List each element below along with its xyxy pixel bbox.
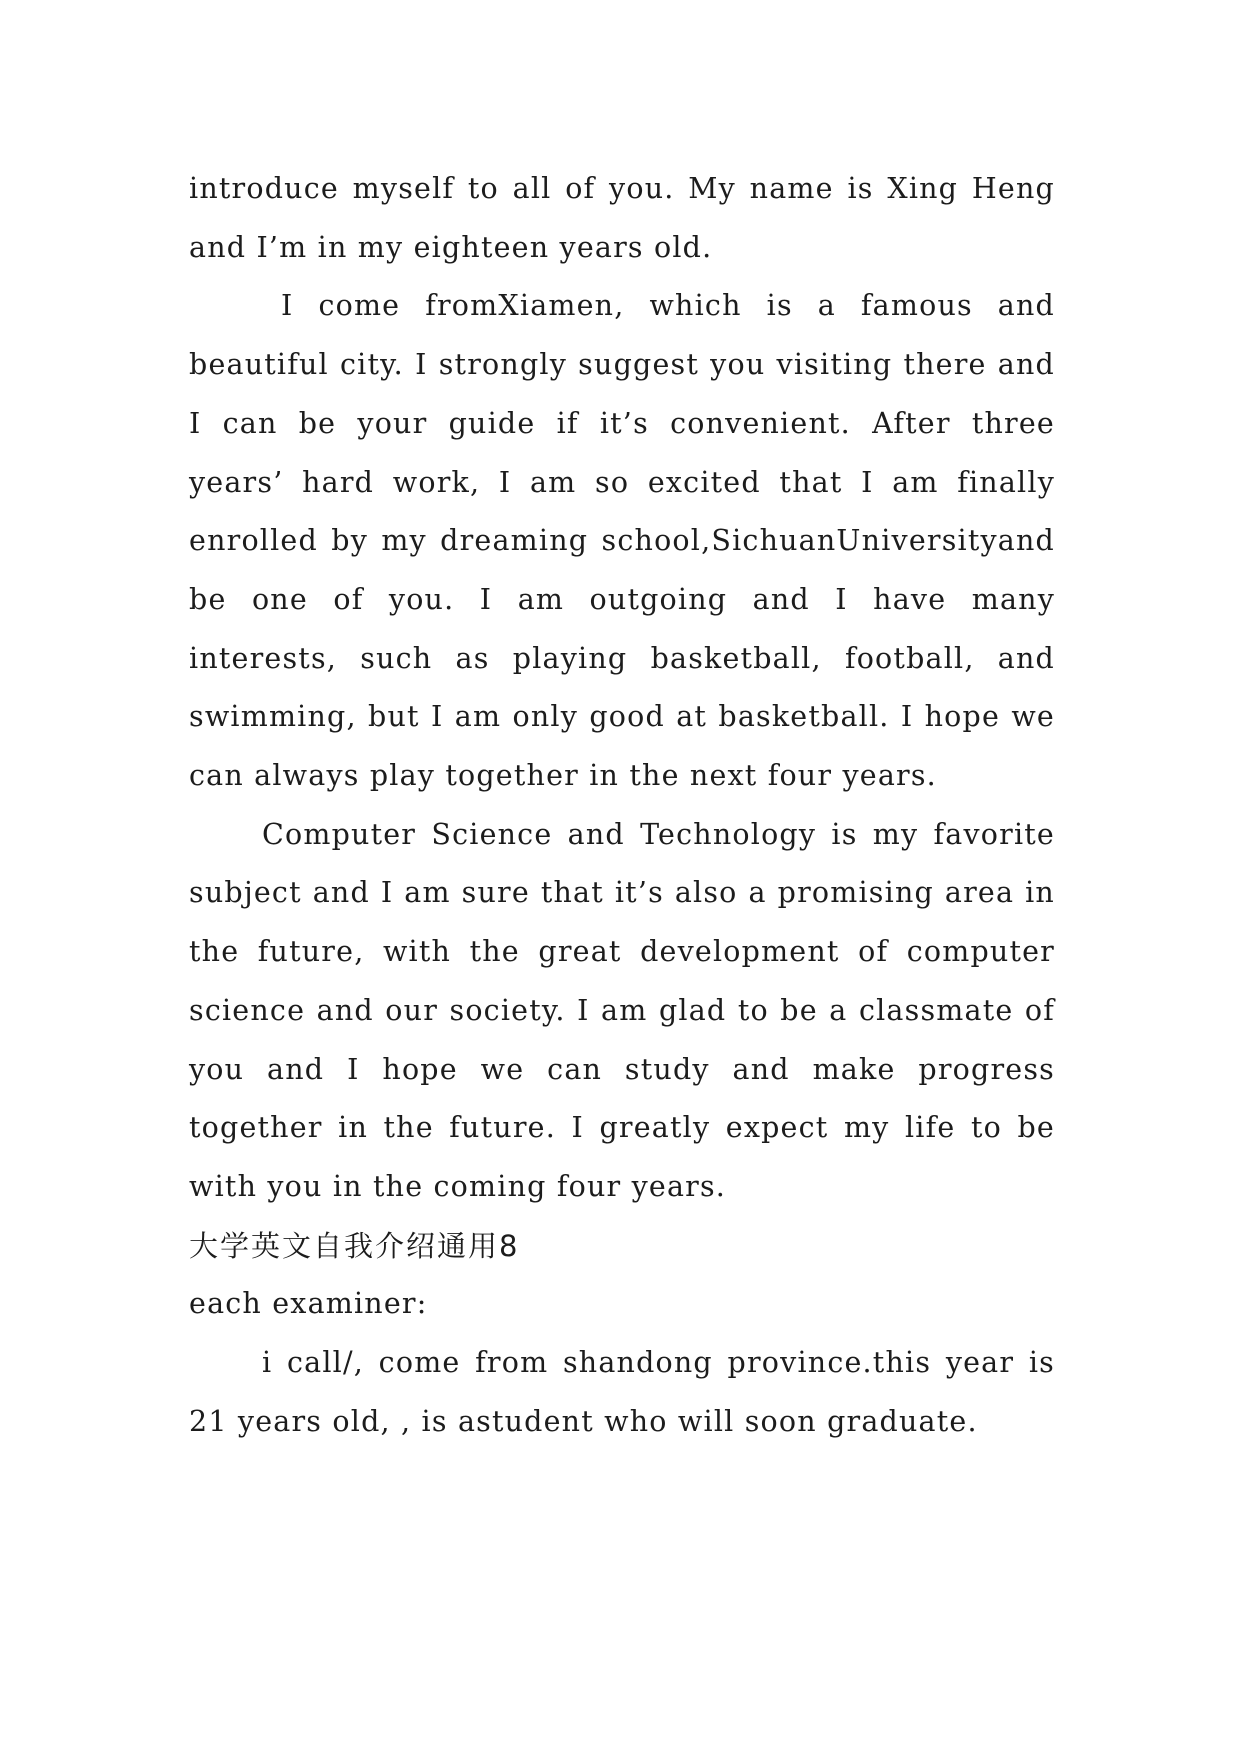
paragraph-subject: Computer Science and Technology is my favorite subject and I am sure that it’s also a promising area in the future, with the great development of computer science and our society. I am glad to be a classmate of you and I hope we can study and make progress together in the future. I greatly expect my life to be with you in the coming four years.: [189, 817, 1055, 1203]
document-body: [189, 160, 1055, 1451]
paragraph-closing: i call/, come from shandong province.this year is 21 years old, , is astudent who will soon graduate.: [189, 1346, 1055, 1438]
paragraph-introduction: introduce myself to all of you. My name is Xing Heng and I’m in my eighteen years old.: [189, 172, 1055, 264]
section-heading: 大学英文自我介绍通用8: [189, 1228, 520, 1263]
salutation: each examiner:: [189, 1287, 428, 1321]
paragraph-hometown: I come fromXiamen, which is a famous and beautiful city. I strongly suggest you visiting there and I can be your guide if it’s convenient. After three years’ hard work, I am so excited that I am finally enrolled by my dreaming school,SichuanUniversityand be one of you. I am outgoing and I have many interests, such as playing basketball, football, and swimming, but I am only good at basketball. I hope we can always play together in the next four years.: [189, 289, 1055, 793]
